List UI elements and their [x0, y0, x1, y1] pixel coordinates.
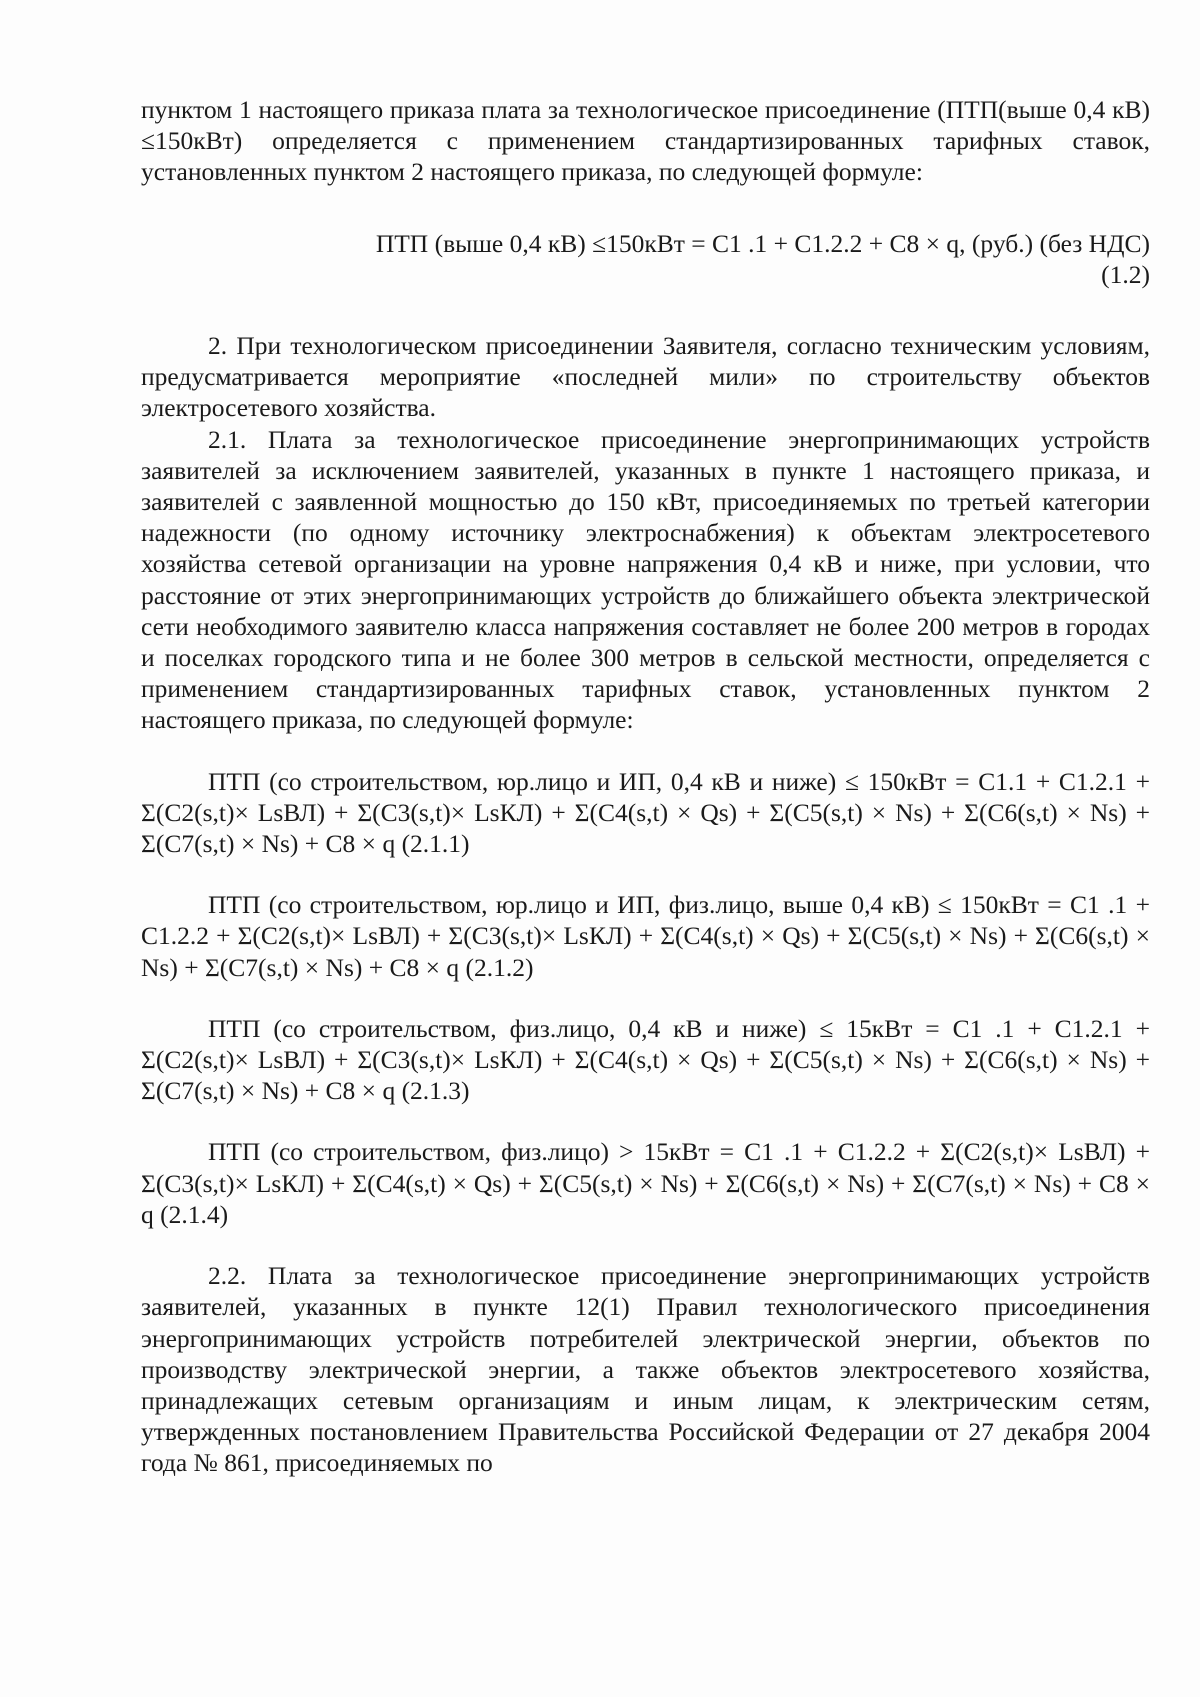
formula-2-1-4: ПТП (со строительством, физ.лицо) > 15кВт = С1 .1 + С1.2.2 + Σ(С2(s,t)× LsВЛ) + Σ(С3(s,t)× LsКЛ) + Σ(С4(s,t) × Qs) + Σ(С5(s,t) × Ns) + Σ(С6(s,t) × Ns) + Σ(С7(s,t) × Ns) + С8 × q (2.1.4) [141, 1137, 1150, 1229]
paragraph-2-1: 2.1. Плата за технологическое присоединение энергопринимающих устройств заявителей за исключением заявителей, указанных в пункте 1 настоящего приказа, и заявителей с заявленной мощностью до 150 кВт, присоединяемых по третьей категории надежности (по одному источнику электроснабжения) к объектам электросетевого хозяйства сетевой организации на уровне напряжения 0,4 кВ и ниже, при условии, что расстояние от этих энергопринимающих устройств до ближайшего объекта электрической сети необходимого заявителю класса напряжения составляет не более 200 метров в городах и поселках городского типа и не более 300 метров в сельской местности, определяется с применением стандартизированных тарифных ставок, установленных пунктом 2 настоящего приказа, по следующей формуле: [141, 424, 1150, 735]
paragraph-intro: пунктом 1 настоящего приказа плата за технологическое присоединение (ПТП(выше 0,4 кВ) ≤150кВт) определяется с применением стандартизированных тарифных ставок, установленных пунктом 2 настоящего приказа, по следующей формуле: [141, 95, 1150, 187]
document-body [141, 94, 1150, 1479]
paragraph-2: 2. При технологическом присоединении Заявителя, согласно техническим условиям, предусматривается мероприятие «последней мили» по строительству объектов электросетевого хозяйства. [141, 331, 1150, 423]
paragraph-2-2: 2.2. Плата за технологическое присоединение энергопринимающих устройств заявителей, указанных в пункте 12(1) Правил технологического присоединения энергопринимающих устройств потребителей электрической энергии, объектов по производству электрической энергии, а также объектов электросетевого хозяйства, принадлежащих сетевым организациям и иным лицам, к электрическим сетям, утвержденных постановлением Правительства Российской Федерации от 27 декабря 2004 года № 861, присоединяемых по [141, 1261, 1150, 1478]
formula-1-2-number: (1.2) [1101, 259, 1150, 289]
formula-2-1-1: ПТП (со строительством, юр.лицо и ИП, 0,4 кВ и ниже) ≤ 150кВт = С1.1 + С1.2.1 + Σ(С2(s,t)× LsВЛ) + Σ(С3(s,t)× LsКЛ) + Σ(С4(s,t) × Qs) + Σ(С5(s,t) × Ns) + Σ(С6(s,t) × Ns) + Σ(С7(s,t) × Ns) + С8 × q (2.1.1) [141, 766, 1150, 859]
formula-2-1-3: ПТП (со строительством, физ.лицо, 0,4 кВ и ниже) ≤ 15кВт = С1 .1 + С1.2.1 + Σ(С2(s,t)× LsВЛ) + Σ(С3(s,t)× LsКЛ) + Σ(С4(s,t) × Qs) + Σ(С5(s,t) × Ns) + Σ(С6(s,t) × Ns) + Σ(С7(s,t) × Ns) + С8 × q (2.1.3) [141, 1013, 1150, 1106]
formula-1-2: ПТП (выше 0,4 кВ) ≤150кВт = С1 .1 + С1.2.2 + С8 × q, (руб.) (без НДС) [375, 228, 1150, 258]
formula-2-1-2: ПТП (со строительством, юр.лицо и ИП, физ.лицо, выше 0,4 кВ) ≤ 150кВт = С1 .1 + С1.2.2 + Σ(С2(s,t)× LsВЛ) + Σ(С3(s,t)× LsКЛ) + Σ(С4(s,t) × Qs) + Σ(С5(s,t) × Ns) + Σ(С6(s,t) × Ns) + Σ(С7(s,t) × Ns) + С8 × q (2.1.2) [141, 890, 1150, 982]
